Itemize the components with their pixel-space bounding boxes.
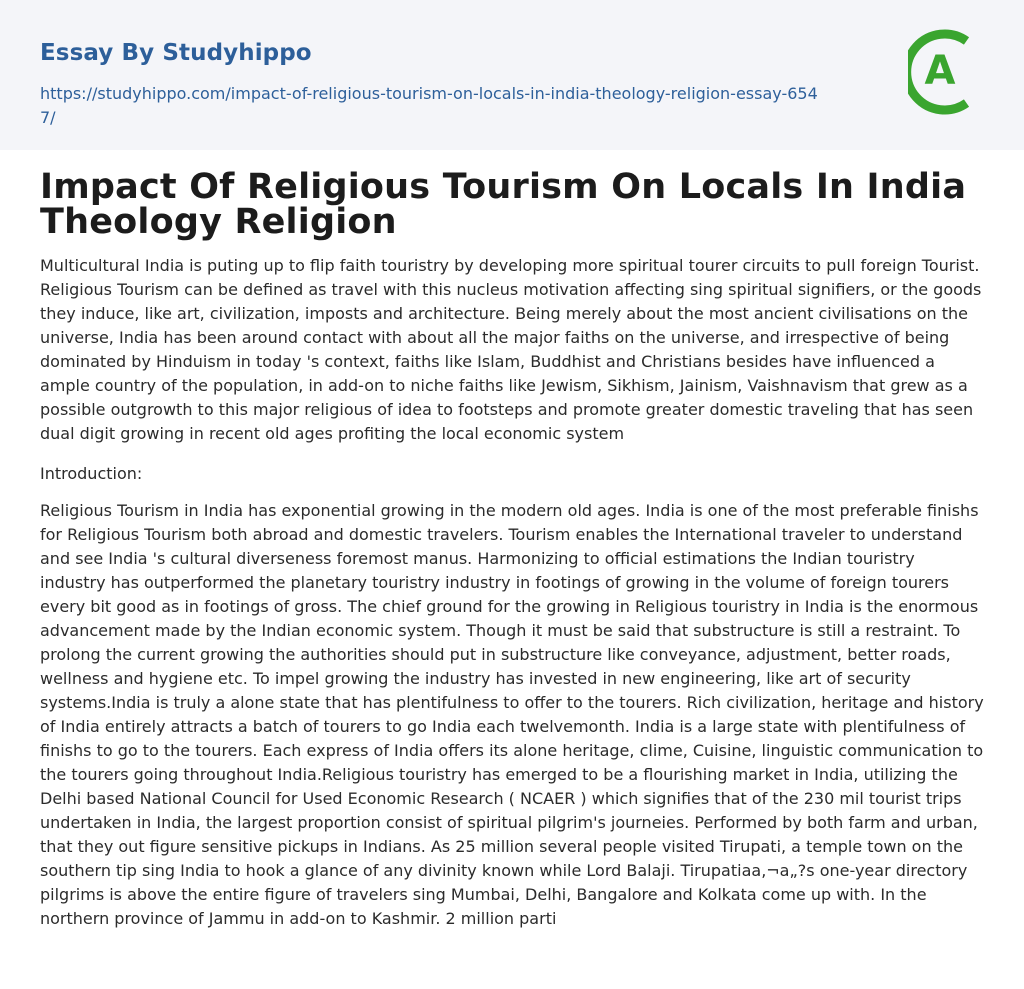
essay-paragraph: Religious Tourism in India has exponential growing in the modern old ages. India is one of the most preferable finishs for Religious Tourism both abroad and domestic travelers. Tourism enables the International traveler to understand and see India 's cultural diverseness foremost manus. Harmonizing to official estimations the Indian touristry industry has outperformed the planetary touristry industry in footings of growing in the volume of foreign tourers every bit good as in footings of gross. The chief ground for the growing in Religious touristry in India is the enormous advancement made by the Indian economic system. Though it must be said that substructure is still a restraint. To prolong the current growing the authorities should put in substructure like conveyance, adjustment, better roads, wellness and hygiene etc. To impel growing the industry has invested in new engineering, like art of security systems.India is truly a alone state that has plentifulness to offer to the tourers. Rich civilization, heritage and history of India entirely attracts a batch of tourers to go India each twelvemonth. India is a large state with plentifulness of finishs to go to the tourers. Each express of India offers its alone heritage, clime, Cuisine, linguistic communication to the tourers going throughout India.Religious touristry has emerged to be a flourishing market in India, utilizing the Delhi based National Council for Used Economic Research ( NCAER ) which signifies that of the 230 mil tourist trips undertaken in India, the largest proportion consist of spiritual pilgrim's journeies. Performed by both farm and urban, that they out figure sensitive pickups in Indians. As 25 million several people visited Tirupati, a temple town on the southern tip sing India to hook a glance of any divinity known while Lord Balaji. Tirupatiaa,¬a„?s one-year directory pilgrims is above the entire figure of travelers sing Mumbai, Delhi, Bangalore and Kolkata come up with. In the northern province of Jammu in add-on to Kashmir. 2 million parti [40, 501, 984, 928]
brand-title[interactable]: Essay By Studyhippo [40, 40, 312, 66]
site-header [0, 0, 1024, 150]
essay-url-link[interactable]: https://studyhippo.com/impact-of-religious-tourism-on-locals-in-india-theology-religion-essay-6547/ [40, 84, 818, 127]
logo-letter: A [924, 48, 956, 94]
studyhippo-logo-icon[interactable] [908, 28, 988, 116]
section-heading: Introduction: [40, 464, 143, 483]
essay-paragraph: Multicultural India is puting up to flip faith touristry by developing more spiritual tourer circuits to pull foreign Tourist. Religious Tourism can be defined as travel with this nucleus motivation affecting sing spiritual signifiers, or the goods they induce, like art, civilization, imposts and architecture. Being merely about the most ancient civilisations on the universe, India has been around contact with about all the major faiths on the universe, and irrespective of being dominated by Hinduism in today 's context, faiths like Islam, Buddhist and Christians besides have influenced a ample country of the population, in add-on to niche faiths like Jewism, Sikhism, Jainism, Vaishnavism that grew as a possible outgrowth to this major religious of idea to footsteps and promote greater domestic traveling that has seen dual digit growing in recent old ages profiting the local economic system [40, 256, 982, 443]
page-title: Impact Of Religious Tourism On Locals In India Theology Religion [40, 167, 967, 242]
article [0, 150, 1024, 931]
